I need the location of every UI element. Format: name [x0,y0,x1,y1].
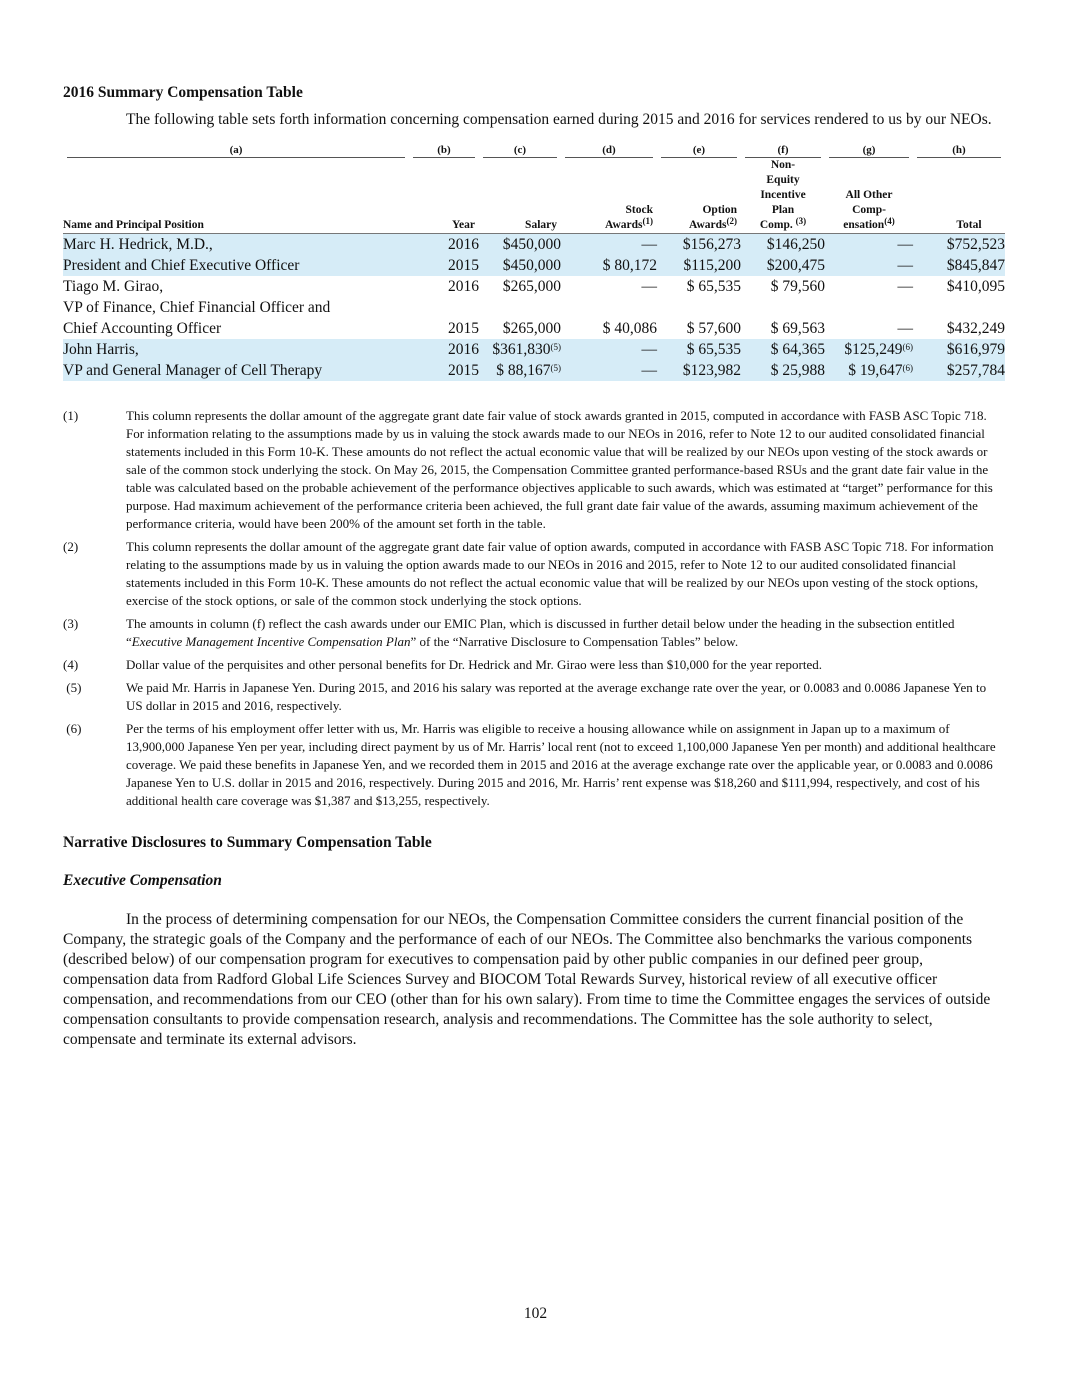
table-row: Tiago M. Girao, 2016 $265,000 — $ 65,535 $ 79,560 — $410,095 [63,278,1005,295]
header-salary: Salary [525,219,557,231]
col-letter: (h) [917,144,1001,158]
document-page [63,84,1005,1050]
footnote-2: (2) This column represents the dollar amount of the aggregate grant date fair value of option awards, computed in accordance with FASB ASC Topic 718. For information relating to the assumptions made by us in valuing the option awards made to our NEOs in 2016 and 2015, refer to Note 12 to our audited consolidated financial statements included in this Form 10-K. These amounts do not reflect the actual economic value that will be realized by our NEOs upon vesting of the stock options, exercise of the stock options, or sale of the common stock underlying the stock options. [63,539,994,608]
exec-comp-paragraph: In the process of determining compensation for our NEOs, the Compensation Committee considers the current financial position of the Company, the strategic goals of the Company and the performance of each of our NEOs. The Committee also benchmarks the various components (described below) of our compensation program for executives to compensation paid by other public companies in our defined peer group, compensation data from Radford Global Life Sciences Survey and BIOCOM Total Rewards Survey, historical review of all executive officer compensation, and recommendations from our CEO (other than for his own salary). From time to time the Committee engages the services of outside compensation consultants to provide compensation research, analysis and recommendations. The Committee has the sole authority to select, compensate and terminate its external advisors. [63,911,991,1048]
column-letter-row [63,144,1005,158]
col-letter: (b) [413,144,475,158]
header-name: Name and Principal Position [63,219,204,231]
col-letter: (c) [483,144,557,158]
summary-compensation-table [63,144,1005,381]
header-row [63,158,1005,234]
header-non-equity-incentive: Non- Equity Incentive Plan Comp. $^{(3)}$ [759,159,807,231]
table-row: Marc H. Hedrick, M.D., 2016 $450,000 — $156,273 $146,250 — $752,523 [63,236,1005,253]
col-letter: (e) [661,144,737,158]
col-letter: (g) [829,144,909,158]
narrative-title: Narrative Disclosures to Summary Compensation Table [63,834,432,851]
table-row: VP of Finance, Chief Financial Officer and [63,299,331,316]
col-letter: (a) [67,144,405,158]
footnote-5: (5) We paid Mr. Harris in Japanese Yen. During 2015, and 2016 his salary was reported at the average exchange rate over the year, or 0.0083 and 0.0086 Japanese Yen to US dollar in 2015 and 2016, respectively. [63,680,987,713]
header-year: Year [452,219,475,231]
exec-comp-title: Executive Compensation [63,872,222,889]
col-letter: (f) [745,144,821,158]
footnotes [63,407,1005,810]
table-row: VP and General Manager of Cell Therapy 2015 $ 88,167$^{(5)}$ — $123,982 $ 25,988 $ 19,647$^{(6)}$ $257,784 [63,362,1005,379]
table-row: Chief Accounting Officer 2015 $265,000 $ 40,086 $ 57,600 $ 69,563 — $432,249 [63,320,1005,337]
table-row: John Harris, 2016 $361,830$^{(5)}$ — $ 65,535 $ 64,365 $125,249$^{(6)}$ $616,979 [63,341,1005,358]
table-row: President and Chief Executive Officer 2015 $450,000 $ 80,172 $115,200 $200,475 — $845,847 [63,257,1005,274]
header-all-other-comp: All Other Comp- ensation$^{(4)}$ [843,189,895,231]
footnote-3: (3) The amounts in column (f) reflect the cash awards under our EMIC Plan, which is discussed in further detail below under the heading in the subsection entitled “Executive Management Incentive Compensation Plan” of the “Narrative Disclosure to Compensation Tables” below. [63,616,955,649]
header-stock-awards: Stock Awards$^{(1)}$ [605,204,653,231]
page-number: 102 [523,1305,548,1322]
intro-paragraph: The following table sets forth information concerning compensation earned during 2015 and 2016 for services rendered to us by our NEOs. [126,111,992,128]
col-letter: (d) [565,144,653,158]
section-title: 2016 Summary Compensation Table [63,84,303,101]
footnote-1: (1) This column represents the dollar amount of the aggregate grant date fair value of stock awards granted in 2015, computed in accordance with FASB ASC Topic 718. For information relating to the assumptions made by us in valuing the stock awards made to our NEOs in 2016, refer to Note 12 to our audited consolidated financial statements included in this Form 10-K. These amounts do not reflect the actual economic value that will be realized by our NEOs upon vesting of the stock awards or sale of the common stock underlying the stock. On May 26, 2015, the Compensation Committee granted performance-based RSUs and the grant date fair value in the table was calculated based on the probable achievement of the performance objectives applicable to such awards, which was estimated at “target” performance for this purpose. Had maximum achievement of the performance criteria been achieved, the full grant date fair value of the awards, assuming maximum achievement of the performance criteria, would have been 200% of the amount set forth in the table. [63,408,993,531]
footnote-4: (4) Dollar value of the perquisites and other personal benefits for Dr. Hedrick and Mr. Girao were less than $10,000 for the year reported. [63,657,822,672]
header-total: Total [956,219,982,231]
header-option-awards: Option Awards$^{(2)}$ [689,204,737,231]
footnote-6: (6) Per the terms of his employment offer letter with us, Mr. Harris was eligible to receive a housing allowance while on assignment in Japan up to a maximum of 13,900,000 Japanese Yen per year, including direct payment by us of Mr. Harris’ local rent (not to exceed 1,100,000 Japanese Yen per month) and additional healthcare coverage. We paid these benefits in Japanese Yen, and we recorded them in 2015 and 2016 at the average exchange rate over the applicable year, or 0.0083 and 0.0086 Japanese Yen to U.S. dollar in 2015 and 2016, respectively. During 2015 and 2016, Mr. Harris’ rent expense was $18,260 and $111,994, respectively, and cost of his additional health care coverage was $1,387 and $13,255, respectively. [63,721,996,808]
